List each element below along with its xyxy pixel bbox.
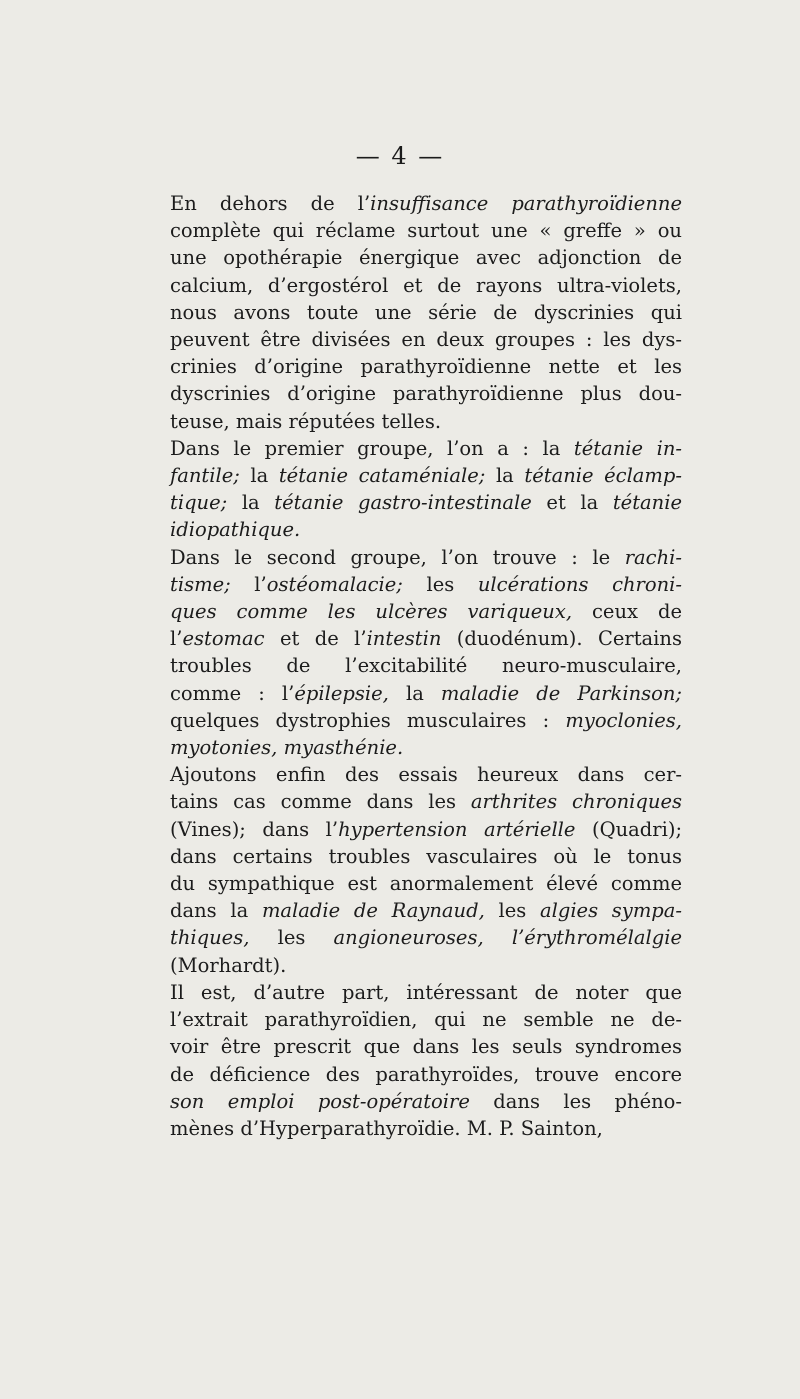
text-run: et la [531, 491, 613, 515]
text-line [146, 1088, 682, 1115]
text-run: Dans le second groupe, l’on trouve : le [170, 545, 625, 569]
text-line [146, 299, 682, 326]
text-line [146, 217, 682, 244]
text-line [146, 788, 682, 815]
italic-term: son emploi post-opératoire [170, 1089, 470, 1113]
text-run: la [388, 681, 441, 705]
italic-term: thiques, [170, 926, 250, 950]
text-run: calcium, d’ergostérol et de rayons ultra-violets, [170, 273, 682, 297]
text-run: complète qui réclame surtout une « greffe » ou [170, 219, 682, 243]
italic-term: tisme; [170, 572, 231, 596]
text-line [146, 326, 682, 353]
text-run: Il est, d’autre part, intéressant de noter que [170, 980, 682, 1004]
text-run: l’extrait parathyroïdien, qui ne semble ne de- [170, 1008, 682, 1032]
text-line [146, 244, 682, 271]
text-line [146, 190, 682, 217]
text-run: et de l’ [264, 627, 367, 651]
text-run: (Vines); dans l’ [170, 817, 339, 841]
paragraph [146, 761, 682, 979]
italic-term: ostéomalacie; [266, 572, 403, 596]
text-line [146, 544, 682, 571]
text-line [146, 571, 682, 598]
italic-term: tétanie gastro-intestinale [274, 491, 532, 515]
italic-term: angioneuroses, [333, 926, 484, 950]
text-run: dans la [170, 899, 262, 923]
text-run [484, 926, 512, 949]
text-line [146, 870, 682, 897]
italic-term: fantile; [170, 464, 240, 488]
body-text [146, 190, 682, 1142]
text-run: dyscrinies d’origine parathyroïdienne plus dou- [170, 382, 682, 406]
italic-term: maladie de Parkinson; [440, 681, 683, 705]
text-run: une opothérapie énergique avec adjonction de [170, 246, 682, 270]
text-run: peuvent être divisées en deux groupes : les dys- [170, 328, 682, 352]
text-line [146, 707, 682, 734]
italic-term: estomac [182, 627, 265, 651]
text-line [146, 462, 682, 489]
text-run: les [249, 926, 334, 950]
italic-term: hypertension artérielle [338, 817, 576, 841]
paragraph [146, 435, 682, 544]
italic-term: maladie de Raynaud, [261, 899, 485, 923]
italic-term: myotonies, myasthénie. [170, 736, 404, 760]
paragraph [146, 979, 682, 1142]
text-line [146, 1115, 682, 1142]
text-run: nous avons toute une série de dyscrinies qui [170, 300, 682, 324]
paragraph [146, 190, 682, 435]
paragraph [146, 544, 682, 762]
italic-term: tique; [170, 491, 228, 515]
text-run: la [239, 464, 279, 488]
italic-term: ulcérations chroni- [477, 572, 682, 596]
italic-term: algies sympa- [539, 899, 683, 923]
text-run: mènes d’Hyperparathyroïdie. M. P. Sainton, [170, 1116, 603, 1140]
text-line [146, 652, 682, 679]
text-run: l’ [170, 627, 183, 651]
text-line [146, 897, 682, 924]
text-run: En dehors de l’ [170, 192, 371, 215]
text-line [146, 353, 682, 380]
text-run: (Quadri); [575, 817, 683, 841]
text-line [146, 272, 682, 299]
text-run: les [402, 572, 478, 596]
text-line [146, 843, 682, 870]
text-run: les [484, 899, 540, 923]
text-line [146, 489, 682, 516]
text-run: l’ [230, 572, 267, 596]
text-run: dans les phéno- [469, 1089, 682, 1113]
text-run: comme : l’ [170, 681, 295, 705]
text-run: de déficience des parathyroïdes, trouve encore [170, 1062, 682, 1086]
text-line [146, 516, 682, 543]
italic-term: arthrites chroniques [470, 790, 682, 814]
text-run: ceux de [572, 600, 682, 624]
text-run: (duodénum). Certains [441, 627, 682, 651]
text-run: Dans le premier groupe, l’on a : la [170, 436, 574, 460]
italic-term: idiopathique. [170, 518, 301, 542]
italic-term: myoclonies, [565, 708, 682, 732]
text-line [146, 816, 682, 843]
italic-term: intestin [366, 627, 442, 651]
text-run: (Morhardt). [170, 953, 287, 977]
italic-term: ques comme les ulcères variqueux, [170, 600, 573, 624]
text-line [146, 924, 682, 951]
italic-term: rachi- [624, 545, 682, 569]
italic-term: tétanie [612, 491, 683, 515]
text-line [146, 734, 682, 761]
text-line [146, 952, 682, 979]
italic-term: tétanie cataméniale; [278, 464, 486, 488]
text-line [146, 408, 682, 435]
italic-term: tétanie éclamp- [524, 464, 682, 488]
text-line [146, 1033, 682, 1060]
text-line [146, 979, 682, 1006]
text-run: voir être prescrit que dans les seuls syndromes [170, 1035, 682, 1059]
page-number: — 4 — [355, 142, 445, 170]
text-line [146, 435, 682, 462]
text-run: Ajoutons enfin des essais heureux dans cer- [170, 763, 682, 787]
text-run: troubles de l’excitabilité neuro-musculaire, [170, 654, 682, 678]
italic-term: insuffisance parathyroïdienne [370, 192, 683, 215]
text-run: du sympathique est anormalement élevé comme [170, 872, 682, 896]
text-line [146, 680, 682, 707]
text-run: dans certains troubles vasculaires où le tonus [170, 844, 682, 868]
italic-term: épilepsie, [294, 681, 389, 705]
text-line [146, 1006, 682, 1033]
text-run: teuse, mais réputées telles. [170, 409, 442, 433]
text-line [146, 380, 682, 407]
text-line [146, 598, 682, 625]
text-line [146, 1061, 682, 1088]
text-run: quelques dystrophies musculaires : [170, 708, 566, 732]
text-line [146, 625, 682, 652]
italic-term: l’érythromélalgie [511, 926, 682, 950]
text-run: crinies d’origine parathyroïdienne nette et les [170, 355, 682, 379]
text-run: la [485, 464, 525, 488]
text-line [146, 761, 682, 788]
text-run: la [227, 491, 275, 515]
italic-term: tétanie in- [573, 436, 682, 460]
text-run: tains cas comme dans les [170, 790, 471, 814]
